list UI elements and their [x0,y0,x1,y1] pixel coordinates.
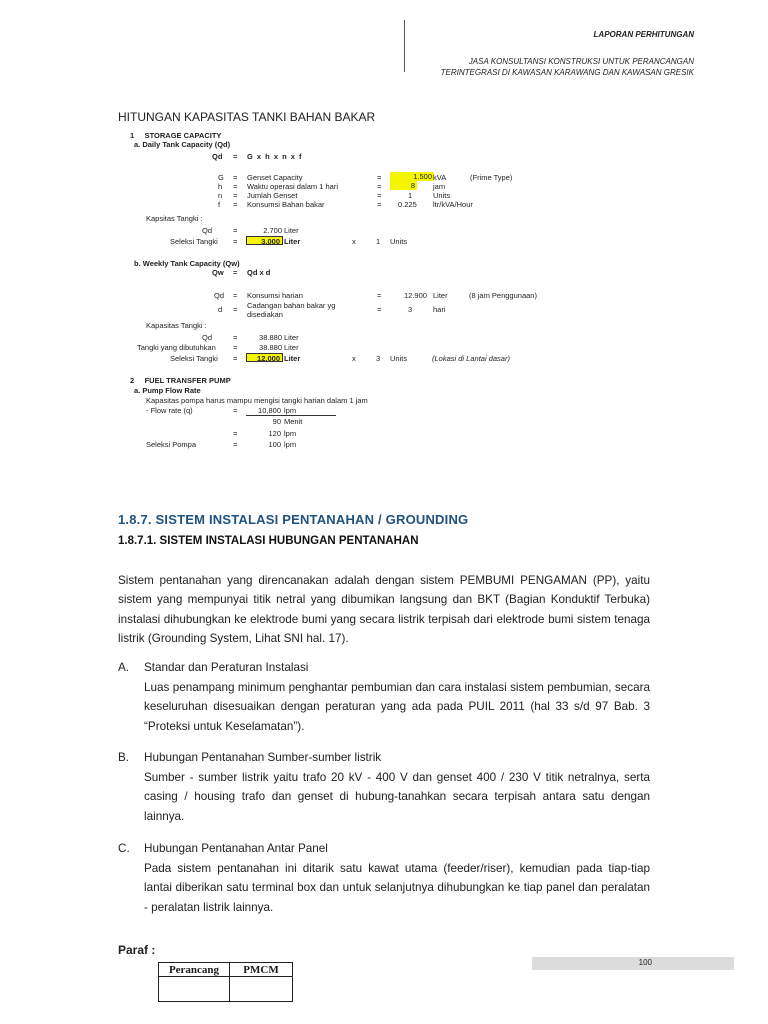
qd-value: 38.880 [259,333,282,342]
item-b-title: Hubungan Pentanahan Sumber-sumber listrik [144,751,382,764]
param-unit: Units [433,191,451,200]
header-divider [404,20,405,72]
heading-1-8-7: 1.8.7. SISTEM INSTALASI PENTANAHAN / GROUNDING [118,512,469,527]
item-c-letter: C. [118,842,130,855]
weekly-formula-lhs: Qw [212,268,224,277]
kapasitas-label: Kapasitas Tangki : [146,321,207,330]
daily-formula-lhs: Qd [212,152,223,161]
flow-denominator-unit: Menit [284,417,303,426]
weekly-formula-rhs: Qd x d [247,268,271,277]
times-sign: x [352,237,356,246]
heading-1-8-7-1: 1.8.7.1. SISTEM INSTALASI HUBUNGAN PENTANAHAN [118,535,419,547]
seleksi-count-unit: Units [390,237,408,246]
param-value: 1 [408,191,413,200]
item-a-letter: A. [118,661,130,674]
dibutuhkan-value: 38.880 [259,343,282,352]
daily-formula-eq: = [233,152,238,161]
page-number-bar [532,957,734,970]
daily-formula-rhs: G x h x n x f [247,152,303,161]
flow-result-unit: lpm [284,429,297,438]
qd-unit: Liter [284,226,299,235]
qd-value: 2.700 [263,226,282,235]
perancang-header: Perancang [159,963,230,977]
paraf-label: Paraf : [118,943,156,957]
param-description: Konsumsi harian [247,291,303,300]
dibutuhkan-unit: Liter [284,343,299,352]
seleksi-count: 3 [376,354,381,363]
flow-denominator: 90 [272,417,281,426]
item-c-title: Hubungan Pentanahan Antar Panel [144,842,328,855]
seleksi-label: Seleksi Tangki [170,354,218,363]
section-title: HITUNGAN KAPASITAS TANKI BAHAN BAKAR [118,110,376,124]
param-description: Konsumsi Bahan bakar [247,200,325,209]
seleksi-count-unit: Units [390,354,408,363]
param-note: (Frime Type) [470,173,513,182]
weekly-formula-eq: = [233,268,238,277]
dibutuhkan-label: Tangki yang dibutuhkan [137,343,216,352]
param-symbol: n [218,191,223,200]
pmcm-sign-cell[interactable] [230,977,293,1002]
param-unit: jam [433,182,446,191]
kapasitas-label: Kapsitas Tangki : [146,214,203,223]
param-description: Waktu operasi dalam 1 hari [247,182,339,191]
flow-numerator: 10,800 [258,406,281,415]
seleksi-unit: Liter [284,237,301,246]
seleksi-tangki-value: 3.000 [246,236,283,245]
flow-rate-label: - Flow rate (q) [146,406,193,415]
param-symbol: G [218,173,224,182]
page-number: 100 [638,958,652,967]
param-value: 0.225 [398,200,417,209]
param-unit: Liter [433,291,448,300]
seleksi-note: (Lokasi di Lantai dasar) [432,354,510,363]
weekly-subheading: b. Weekly Tank Capacity (Qw) [134,259,240,268]
seleksi-pompa-value: 100 [268,440,281,449]
seleksi-label: Seleksi Tangki [170,237,218,246]
pump-heading: 2 FUEL TRANSFER PUMP [130,376,231,385]
param-description-cont: disediakan [247,310,283,319]
item-c-body: Pada sistem pentanahan ini ditarik satu kawat utama (feeder/riser), kemudian pada tiap-tiap lantai diberikan satu terminal box dan untuk selanjutnya dihubungkan ke tiap panel dan peralatan - peralatan listrik lainnya. [144,862,650,914]
equals-sign: = [233,406,238,415]
item-b-letter: B. [118,751,130,764]
perancang-sign-cell[interactable] [159,977,230,1002]
param-unit: hari [433,305,446,314]
seleksi-pompa-unit: lpm [284,440,297,449]
param-note: (8 jam Penggunaan) [469,291,537,300]
header-line-1: JASA KONSULTANSI KONSTRUKSI UNTUK PERANCANGAN [468,57,694,66]
param-symbol: f [218,200,221,209]
param-symbol: Qd [214,291,225,300]
seleksi-tangki-value: 12.000 [246,353,283,362]
flow-numerator-unit: lpm [284,406,297,415]
param-description: Genset Capacity [247,173,303,182]
qd-label: Qd [202,226,213,235]
seleksi-pompa-label: Seleksi Pompa [146,440,197,449]
param-value: 3 [408,305,413,314]
genset-capacity-value: 1.500 [390,172,434,181]
daily-subheading: a. Daily Tank Capacity (Qd) [134,140,231,149]
pump-subheading: a. Pump Flow Rate [134,386,201,395]
param-unit: ltr/kVA/Hour [433,200,473,209]
header-line-2: TERINTEGRASI DI KAWASAN KARAWANG DAN KAWASAN GRESIK [440,68,694,77]
param-symbol: h [218,182,223,191]
param-unit: kVA [433,173,447,182]
flow-result: 120 [268,429,281,438]
intro-paragraph: Sistem pentanahan yang direncanakan adalah dengan sistem PEMBUMI PENGAMAN (PP), yaitu sistem yang mempunyai titik netral yang dibumikan langsung dan BKT (Bagian Konduktif Terbuka) instalasi dihubungkan ke elektrode bumi yang secara listrik terpisah dari elektrode bumi sistem tenaga listrik (Grounding System, Lihat SNI hal. 17). [118,574,650,645]
seleksi-unit: Liter [284,354,301,363]
param-symbol: d [218,305,223,314]
param-description: Jumlah Genset [247,191,298,200]
qd-label: Qd [202,333,213,342]
storage-heading: 1 STORAGE CAPACITY [130,131,222,140]
param-description: Cadangan bahan bakar yg [247,301,336,310]
item-a-title: Standar dan Peraturan Instalasi [144,661,309,674]
fraction-line [246,415,336,416]
qd-unit: Liter [284,333,299,342]
param-value: 12.900 [404,291,427,300]
pmcm-header: PMCM [230,963,293,977]
item-b-body: Sumber - sumber listrik yaitu trafo 20 kV - 400 V dan genset 400 / 230 V titik netralnya, serta casing / housing trafo dan genset di hubung-tanahkan secara terpisah antara satu dengan lainnya. [144,771,650,823]
signature-table [158,962,293,1002]
pump-description: Kapasitas pompa harus mampu mengisi tangki harian dalam 1 jam [146,396,368,405]
seleksi-count: 1 [376,237,381,246]
operation-hours-value: 8 [390,181,417,190]
report-title: LAPORAN PERHITUNGAN [593,30,694,39]
item-a-body: Luas penampang minimum penghantar pembumian dan cara instalasi sistem pembumian, secara keseluruhan disesuaikan dengan peraturan yang ada pada PUIL 2011 (hal 33 s/d 97 Bab. 3 “Proteksi untuk Keselamatan”). [144,681,650,733]
times-sign: x [352,354,356,363]
